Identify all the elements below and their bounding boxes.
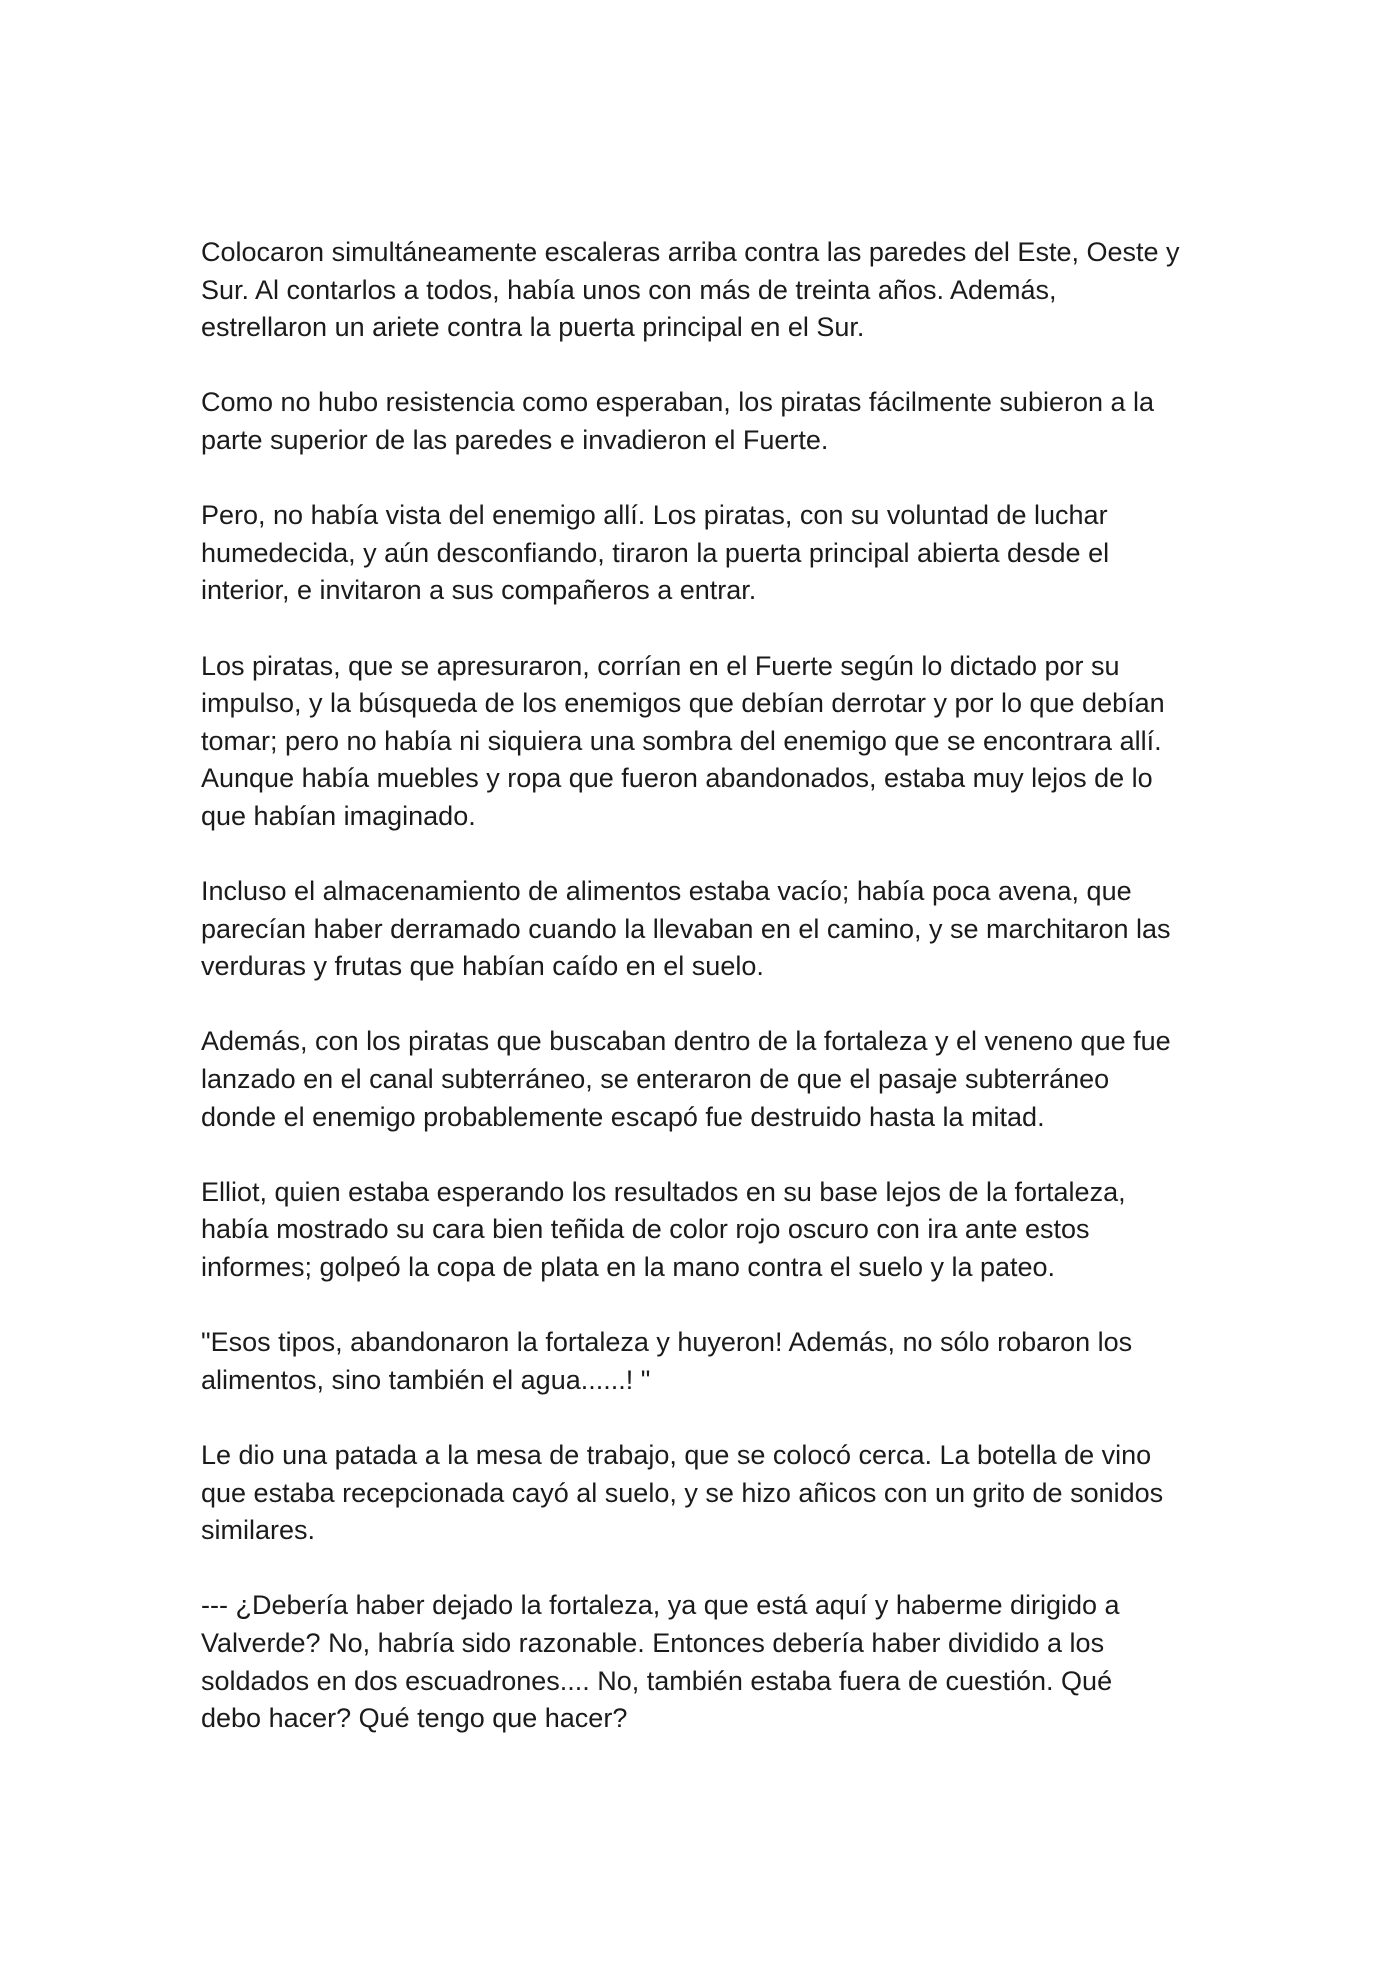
text-line: --- ¿Debería haber dejado la fortaleza, ya que está aquí y haberme dirigido a xyxy=(201,1590,1120,1621)
text-line: Elliot, quien estaba esperando los resultados en su base lejos de la fortaleza, xyxy=(201,1176,1126,1207)
text-line: alimentos, sino también el agua......! " xyxy=(201,1364,651,1395)
text-line: Sur. Al contarlos a todos, había unos con más de treinta años. Además, xyxy=(201,274,1057,305)
text-line: estrellaron un ariete contra la puerta principal en el Sur. xyxy=(201,312,865,343)
text-line: "Esos tipos, abandonaron la fortaleza y huyeron! Además, no sólo robaron los xyxy=(201,1327,1133,1358)
text-line: Aunque había muebles y ropa que fueron abandonados, estaba muy lejos de lo xyxy=(201,763,1153,794)
text-line: lanzado en el canal subterráneo, se enteraron de que el pasaje subterráneo xyxy=(201,1064,1110,1095)
text-line: Pero, no había vista del enemigo allí. Los piratas, con su voluntad de luchar xyxy=(201,500,1108,531)
text-line: parecían haber derramado cuando la llevaban en el camino, y se marchitaron las xyxy=(201,913,1171,944)
text-line: que habían imaginado. xyxy=(201,800,476,831)
paragraph-7 xyxy=(201,1174,1211,1287)
paragraph-9 xyxy=(201,1437,1211,1550)
paragraph-10 xyxy=(201,1587,1211,1737)
paragraph-6 xyxy=(201,1023,1211,1136)
text-line: que estaba recepcionada cayó al suelo, y se hizo añicos con un grito de sonidos xyxy=(201,1477,1164,1508)
text-line: Como no hubo resistencia como esperaban, los piratas fácilmente subieron a la xyxy=(201,387,1155,418)
text-line: parte superior de las paredes e invadieron el Fuerte. xyxy=(201,424,829,455)
text-line: verduras y frutas que habían caído en el suelo. xyxy=(201,951,764,982)
text-line: informes; golpeó la copa de plata en la mano contra el suelo y la pateo. xyxy=(201,1252,1056,1283)
paragraph-4 xyxy=(201,648,1211,836)
text-line: Le dio una patada a la mesa de trabajo, que se colocó cerca. La botella de vino xyxy=(201,1440,1152,1470)
paragraph-5 xyxy=(201,873,1211,986)
paragraph-8 xyxy=(201,1324,1211,1399)
text-line: similares. xyxy=(201,1515,316,1546)
paragraph-2 xyxy=(201,384,1211,459)
text-line: había mostrado su cara bien teñida de color rojo oscuro con ira ante estos xyxy=(201,1214,1090,1245)
text-line: Los piratas, que se apresuraron, corrían en el Fuerte según lo dictado por su xyxy=(201,650,1120,681)
text-line: Además, con los piratas que buscaban dentro de la fortaleza y el veneno que fue xyxy=(201,1026,1171,1057)
text-line: Valverde? No, habría sido razonable. Entonces debería haber dividido a los xyxy=(201,1627,1105,1658)
text-line: Incluso el almacenamiento de alimentos estaba vacío; había poca avena, que xyxy=(201,876,1132,907)
text-line: impulso, y la búsqueda de los enemigos que debían derrotar y por lo que debían xyxy=(201,688,1165,719)
text-line: Colocaron simultáneamente escaleras arriba contra las paredes del Este, Oeste y xyxy=(201,237,1180,267)
text-line: donde el enemigo probablemente escapó fue destruido hasta la mitad. xyxy=(201,1101,1045,1132)
document-body xyxy=(201,234,1211,1775)
text-line: humedecida, y aún desconfiando, tiraron la puerta principal abierta desde el xyxy=(201,537,1110,568)
text-line: tomar; pero no había ni siquiera una sombra del enemigo que se encontrara allí. xyxy=(201,725,1162,756)
paragraph-3 xyxy=(201,497,1211,610)
paragraph-1 xyxy=(201,234,1211,347)
text-line: interior, e invitaron a sus compañeros a entrar. xyxy=(201,575,757,606)
text-line: debo hacer? Qué tengo que hacer? xyxy=(201,1703,628,1734)
text-line: soldados en dos escuadrones.... No, también estaba fuera de cuestión. Qué xyxy=(201,1665,1113,1696)
